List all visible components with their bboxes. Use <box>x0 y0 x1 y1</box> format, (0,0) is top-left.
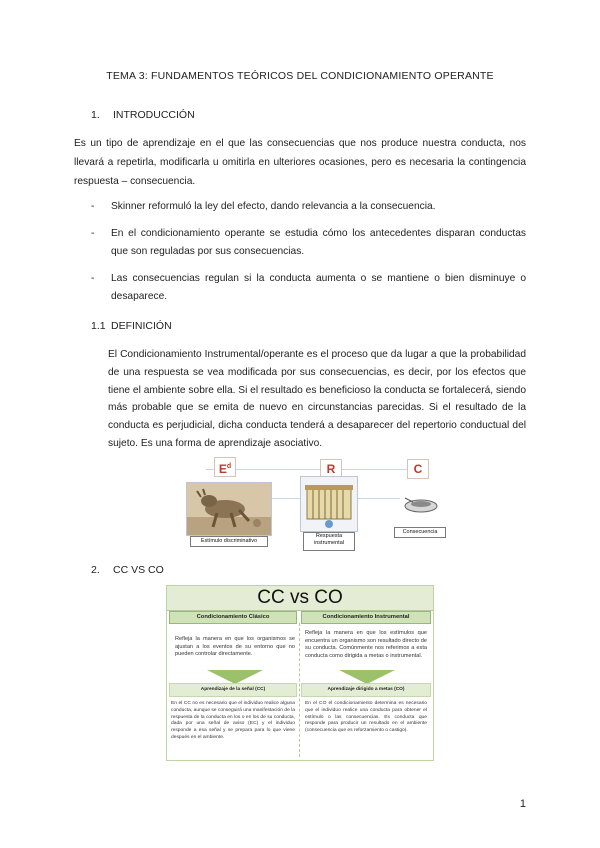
food-dish-illustration <box>401 486 441 520</box>
skinner-box-illustration <box>301 477 357 531</box>
section-heading-definicion <box>91 320 172 332</box>
right-bottom-text: En el CO el condicionamiento determina es necesario que el individuo realice una conducta para obtener el estímulo o las consecuencias. Es conducta que responde para producir un resultado en el ambiente (consecuencia que es reforzamiento o castigo). <box>305 701 427 734</box>
table-title: CC vs CO <box>257 587 343 608</box>
cc-vs-co-table <box>166 585 434 761</box>
ed-caption: Estímulo discriminativo <box>190 536 268 547</box>
right-column-header: Condicionamiento Instrumental <box>301 611 431 624</box>
bullet-text: En el condicionamiento operante se estudia cómo los antecedentes disparan conductas que son reguladas por sus consecuencias. <box>111 228 526 257</box>
section-title: CC VS CO <box>113 564 164 576</box>
down-arrow-icon <box>339 670 395 684</box>
r-caption: Respuesta instrumental <box>303 532 355 551</box>
section-heading-introduccion <box>91 109 195 121</box>
bullet-item <box>91 270 526 306</box>
bullet-dash: - <box>91 273 95 284</box>
bullet-text: Skinner reformuló la ley del efecto, dando relevancia a la consecuencia. <box>111 201 436 212</box>
bullet-dash: - <box>91 228 95 239</box>
document-title: TEMA 3: FUNDAMENTOS TEÓRICOS DEL CONDICIONAMIENTO OPERANTE <box>106 70 494 82</box>
c-letter-box <box>407 459 429 479</box>
diagram-connector-top <box>206 469 424 470</box>
ed-letter: E <box>218 462 227 476</box>
section-number: 2. <box>91 564 100 576</box>
left-bottom-text: En el CC no es necesario que el individuo realice alguna conducta, aunque se conseguirá una manifestación de la respuesta de la conducta en los o en los de su conducta, dada por una señal de aviso (EC) y el individuo responde a esa señal y se prepara para lo que viene después en el ambiente. <box>171 701 295 740</box>
ed-letter-box <box>214 457 236 477</box>
section-title: DEFINICIÓN <box>111 320 172 332</box>
left-column-header: Condicionamiento Clásico <box>169 611 297 624</box>
right-band-label: Aprendizaje dirigido a metas (CO) <box>301 683 431 697</box>
ed-superscript: d <box>226 463 232 470</box>
left-description: Refleja la manera en que los organismos se ajustan a los eventos de su entorno que no pueden controlar directamente. <box>175 636 295 658</box>
bullet-item <box>91 225 526 261</box>
c-letter: C <box>413 462 423 476</box>
definition-paragraph: El Condicionamiento Instrumental/operante es el proceso que da lugar a que la probabilidad de una respuesta se vea modificada por sus consecuencias, es decir, por los efectos que tiene el ambiente sobre ella. Si el resultado es beneficioso la conducta se fortalecerá, siendo más probable que se emita de nuevo en circunstancias parecidas. Si el resultado de la conducta es perjudicial, dicha conducta tenderá a desaparecer del repertorio conductual del sujeto. Es una forma de aprendizaje asociativo. <box>108 349 526 449</box>
conditioning-diagram <box>186 455 446 555</box>
consequence-image <box>400 485 442 521</box>
instrumental-response-image <box>300 476 358 532</box>
bullet-item <box>91 198 526 216</box>
animal-illustration <box>187 483 271 535</box>
left-band-label: Aprendizaje de la señal (CC) <box>169 683 297 697</box>
table-header <box>167 586 433 611</box>
discriminative-stimulus-image <box>186 482 272 536</box>
down-arrow-icon <box>207 670 263 684</box>
c-caption: Consecuencia <box>394 527 446 538</box>
section-heading-cc-vs-co <box>91 564 164 576</box>
page-number: 1 <box>519 798 526 810</box>
bullet-text: Las consecuencias regulan si la conducta aumenta o se mantiene o bien disminuye o desaparece. <box>111 273 526 302</box>
right-description: Refleja la manera en que los estímulos que encuentra un organismo son resultado directo de su conducta. Comúnmente nos referimos a esta conducta como dirigida a metas o instrumental. <box>305 630 427 659</box>
section-number: 1. <box>91 109 100 121</box>
section-number: 1.1 <box>91 320 106 332</box>
r-letter: R <box>326 462 336 476</box>
section-title: INTRODUCCIÓN <box>113 109 195 121</box>
intro-paragraph: Es un tipo de aprendizaje en el que las consecuencias que nos produce nuestra conducta, nos llevará a repetirla, modificarla u omitirla en ulteriores ocasiones, pero es necesaria la contingencia respuesta – consecuencia. <box>74 138 526 187</box>
bullet-dash: - <box>91 201 95 212</box>
